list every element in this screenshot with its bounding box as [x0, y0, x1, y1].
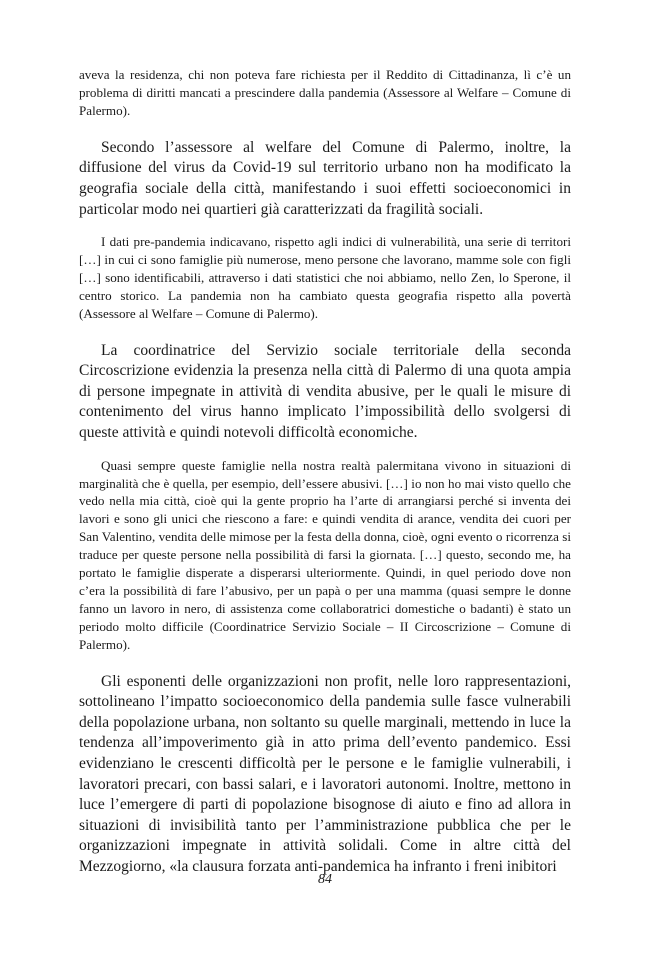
body-paragraph: Secondo l’assessore al welfare del Comune di Palermo, inoltre, la diffusione del virus da Covid-19 sul territorio urbano non ha modificato la geografia sociale della città, manifestando i suoi effetti socioeconomici in particolar modo nei quartieri già caratterizzati da fragilità sociali.	[79, 138, 571, 218]
page-number: 84	[318, 872, 332, 887]
quote-paragraph: Quasi sempre queste famiglie nella nostra realtà palermitana vivono in situazioni di marginalità che è quella, per esempio, dell’essere abusivi. […] io non ho mai visto quello che vedo nella mia città, cioè qui la gente proprio ha l’arte di arrangiarsi perché si inventa dei lavori e sono gli unici che riescono a fare: e quindi vendita di arance, vendita dei cuori per San Valentino, vendita delle mimose per la festa della donna, cioè, ogni evento o ricorrenza si traduce per queste persone nella possibilità di farsi la giornata. […] questo, secondo me, ha portato le famiglie disperate a disperarsi ulteriormente. Quindi, in quel periodo dove non c’era la possibilità di fare l’abusivo, per un papà o per una mamma (quasi sempre le donne fanno un lavoro in nero, di assistenza come collaboratrici domestiche o badanti) è stato un periodo molto difficile (Coordinatrice Servizio Sociale – II Circoscrizione – Comune di Palermo).	[79, 457, 571, 652]
quote-paragraph: I dati pre-pandemia indicavano, rispetto agli indici di vulnerabilità, una serie di territori […] in cui ci sono famiglie più numerose, meno persone che lavorano, mamme sole con figli […] sono identificabili, attraverso i dati statistici che noi abbiamo, nello Zen, lo Sperone, il centro storico. La pandemia non ha cambiato questa geografia rispetto alla povertà (Assessore al Welfare – Comune di Palermo).	[79, 234, 571, 321]
page-content	[79, 66, 571, 878]
body-paragraph: La coordinatrice del Servizio sociale territoriale della seconda Circoscrizione evidenzia la presenza nella città di Palermo di una quota ampia di persone impegnate in attività di vendita abusive, per le quali le misure di contenimento del virus hanno implicato l’impossibilità dello svolgersi di queste attività e quindi notevoli difficoltà economiche.	[79, 341, 571, 441]
body-paragraph: Gli esponenti delle organizzazioni non profit, nelle loro rappresentazioni, sottolineano l’impatto socioeconomico della pandemia sulle fasce vulnerabili della popolazione urbana, non soltanto su quelle marginali, mettendo in luce la tendenza all’impoverimento già in atto prima dell’evento pandemico. Essi evidenziano le crescenti difficoltà per le persone e le famiglie vulnerabili, i lavoratori precari, con bassi salari, e i lavoratori autonomi. Inoltre, mettono in luce l’emergere di parti di popolazione bisognose di aiuto e fino ad allora in situazioni di invisibilità tanto per l’amministrazione pubblica che per le organizzazioni impegnate in attività solidali. Come in altre città del Mezzogiorno, «la clausura forzata anti-pandemica ha infranto i freni inibitori	[79, 672, 571, 875]
quote-paragraph: aveva la residenza, chi non poteva fare richiesta per il Reddito di Cittadinanza, lì c’è un problema di diritti mancati a prescindere dalla pandemia (Assessore al Welfare – Comune di Palermo).	[79, 67, 571, 118]
